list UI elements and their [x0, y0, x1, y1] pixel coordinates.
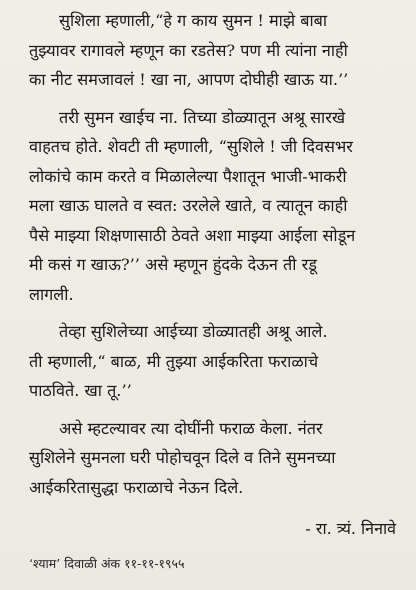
text-line: पैसे माझ्या शिक्षणासाठी ठेवते अशा माझ्या आईला सोडून — [29, 225, 356, 245]
text-line: असे म्हटल्यावर त्या दोघींनी फराळ केला. नंतर — [59, 418, 323, 438]
paragraph-1 — [29, 6, 403, 95]
paragraph-2 — [29, 103, 403, 310]
author-signature: - रा. त्र्यं. निनावे — [305, 519, 396, 538]
text-line: सुशिला म्हणाली,“हे ग काय सुमन ! माझे बाबा — [59, 11, 328, 30]
text-line: सुशिलेने सुमनला घरी पोहोचवून दिले व तिने सुमनच्या — [29, 448, 336, 467]
text-line: ती म्हणाली,“ बाळ, मी तुझ्या आईकरिता फराळाचे — [29, 351, 319, 371]
paragraph-4 — [29, 414, 403, 503]
text-line: आईकरितासुद्धा फराळाचे नेऊन दिले. — [29, 477, 244, 497]
text-line: लोकांचे काम करते व मिळालेल्या पैशातून भाजी-भाकरी — [29, 166, 347, 186]
text-line: मला खाऊ घालते व स्वत: उरलेले खाते, व त्यातून काही — [29, 196, 348, 215]
text-line: वाहतच होते. शेवटी ती म्हणाली, “सुशिले ! जी दिवसभर — [29, 137, 353, 156]
text-line: तेव्हा सुशिलेच्या आईच्या डोळ्यातही अश्रू आले. — [59, 322, 328, 341]
paragraph-3 — [29, 317, 403, 406]
text-line: का नीट समजावलं ! खा ना, आपण दोघीही खाऊ या.’’ — [29, 70, 349, 89]
text-line: पाठविते. खा तू.’’ — [29, 381, 132, 400]
text-line: मी कसं ग खाऊ?’’ असे म्हणून हुंदके देऊन ती रडू — [29, 255, 317, 274]
paragraph-gap — [29, 406, 403, 414]
text-line: तरी सुमन खाईच ना. तिच्या डोळ्यातून अश्रू सारखे — [59, 107, 346, 127]
source-citation: ‘श्याम’ दिवाळी अंक ११-११-१९५५ — [29, 556, 185, 571]
paragraph-gap — [29, 309, 403, 317]
text-line: लागली. — [29, 284, 74, 304]
story-body — [29, 6, 403, 502]
text-line: तुझ्यावर रागावले म्हणून का रडतेस? पण मी त्यांना नाही — [29, 40, 348, 60]
paragraph-gap — [29, 95, 403, 103]
